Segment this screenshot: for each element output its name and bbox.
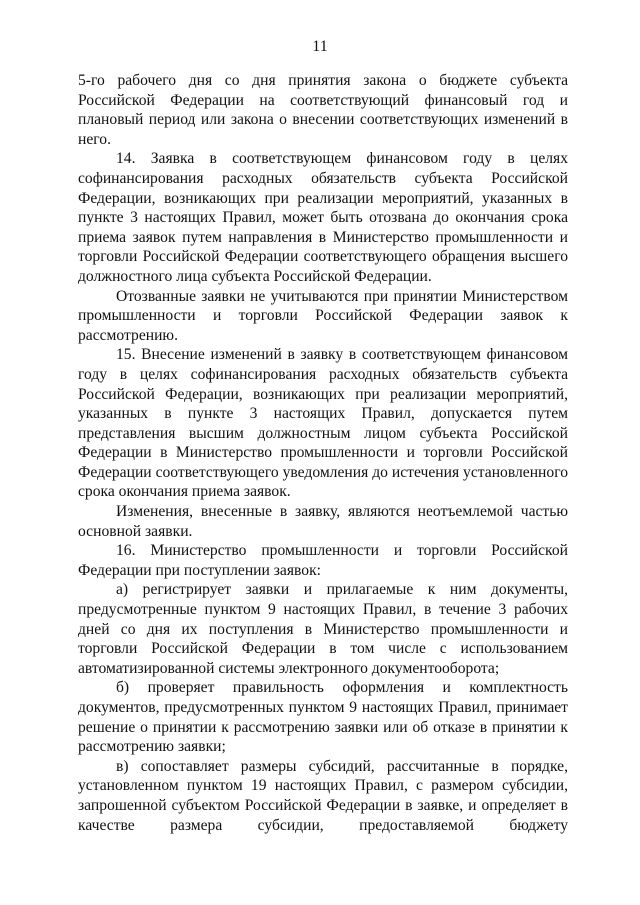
page-number: 11 [312,38,328,55]
paragraph-changes: Изменения, внесенные в заявку, являются неотъемлемой частью основной заявки. [78,503,568,540]
paragraph-item-16: 16. Министерство промышленности и торговли Российской Федерации при поступлении заявок: [78,542,568,579]
paragraph-item-16a: а) регистрирует заявки и прилагаемые к ним документы, предусмотренные пунктом 9 настоящих Правил, в течение 3 рабочих дней со дня их поступления в Министерство промышленности и торговли Российской Федерации в том числе с использованием автоматизированной системы электронного документооборота; [78,581,568,677]
paragraph-item-14: 14. Заявка в соответствующем финансовом году в целях софинансирования расходных обязательств субъекта Российской Федерации, возникающих при реализации мероприятий, указанных в пункте 3 настоящих Правил, может быть отозвана до окончания срока приема заявок путем направления в Министерство промышленности и торговли Российской Федерации соответствующего обращения высшего должностного лица субъекта Российской Федерации. [78,150,568,285]
paragraph-item-16b: б) проверяет правильность оформления и комплектность документов, предусмотренных пунктом 9 настоящих Правил, принимает решение о принятии к рассмотрению заявки или об отказе в принятии к рассмотрению заявки; [78,679,568,756]
paragraph-withdrawn-applications: Отозванные заявки не учитываются при принятии Министерством промышленности и торговли Российской Федерации заявок к рассмотрению. [78,287,568,344]
paragraph-item-15: 15. Внесение изменений в заявку в соответствующем финансовом году в целях софинансирования расходных обязательств субъекта Российской Федерации, возникающих при реализации мероприятий, указанных в пункте 3 настоящих Правил, допускается путем представления высшим должностным лицом субъекта Российской Федерации в Министерство промышленности и торговли Российской Федерации соответствующего уведомления до истечения установленного срока окончания приема заявок. [78,346,568,501]
paragraph-continuation: 5-го рабочего дня со дня принятия закона о бюджете субъекта Российской Федерации на соответствующий финансовый год и плановый период или закона о внесении соответствующих изменений в него. [78,72,568,148]
document-body [78,71,568,835]
paragraph-item-16c: в) сопоставляет размеры субсидий, рассчитанные в порядке, установленном пунктом 19 настоящих Правил, с размером субсидии, запрошенной субъектом Российской Федерации в заявке, и определяет в качестве размера субсидии, предоставляемой бюджету [78,757,568,834]
